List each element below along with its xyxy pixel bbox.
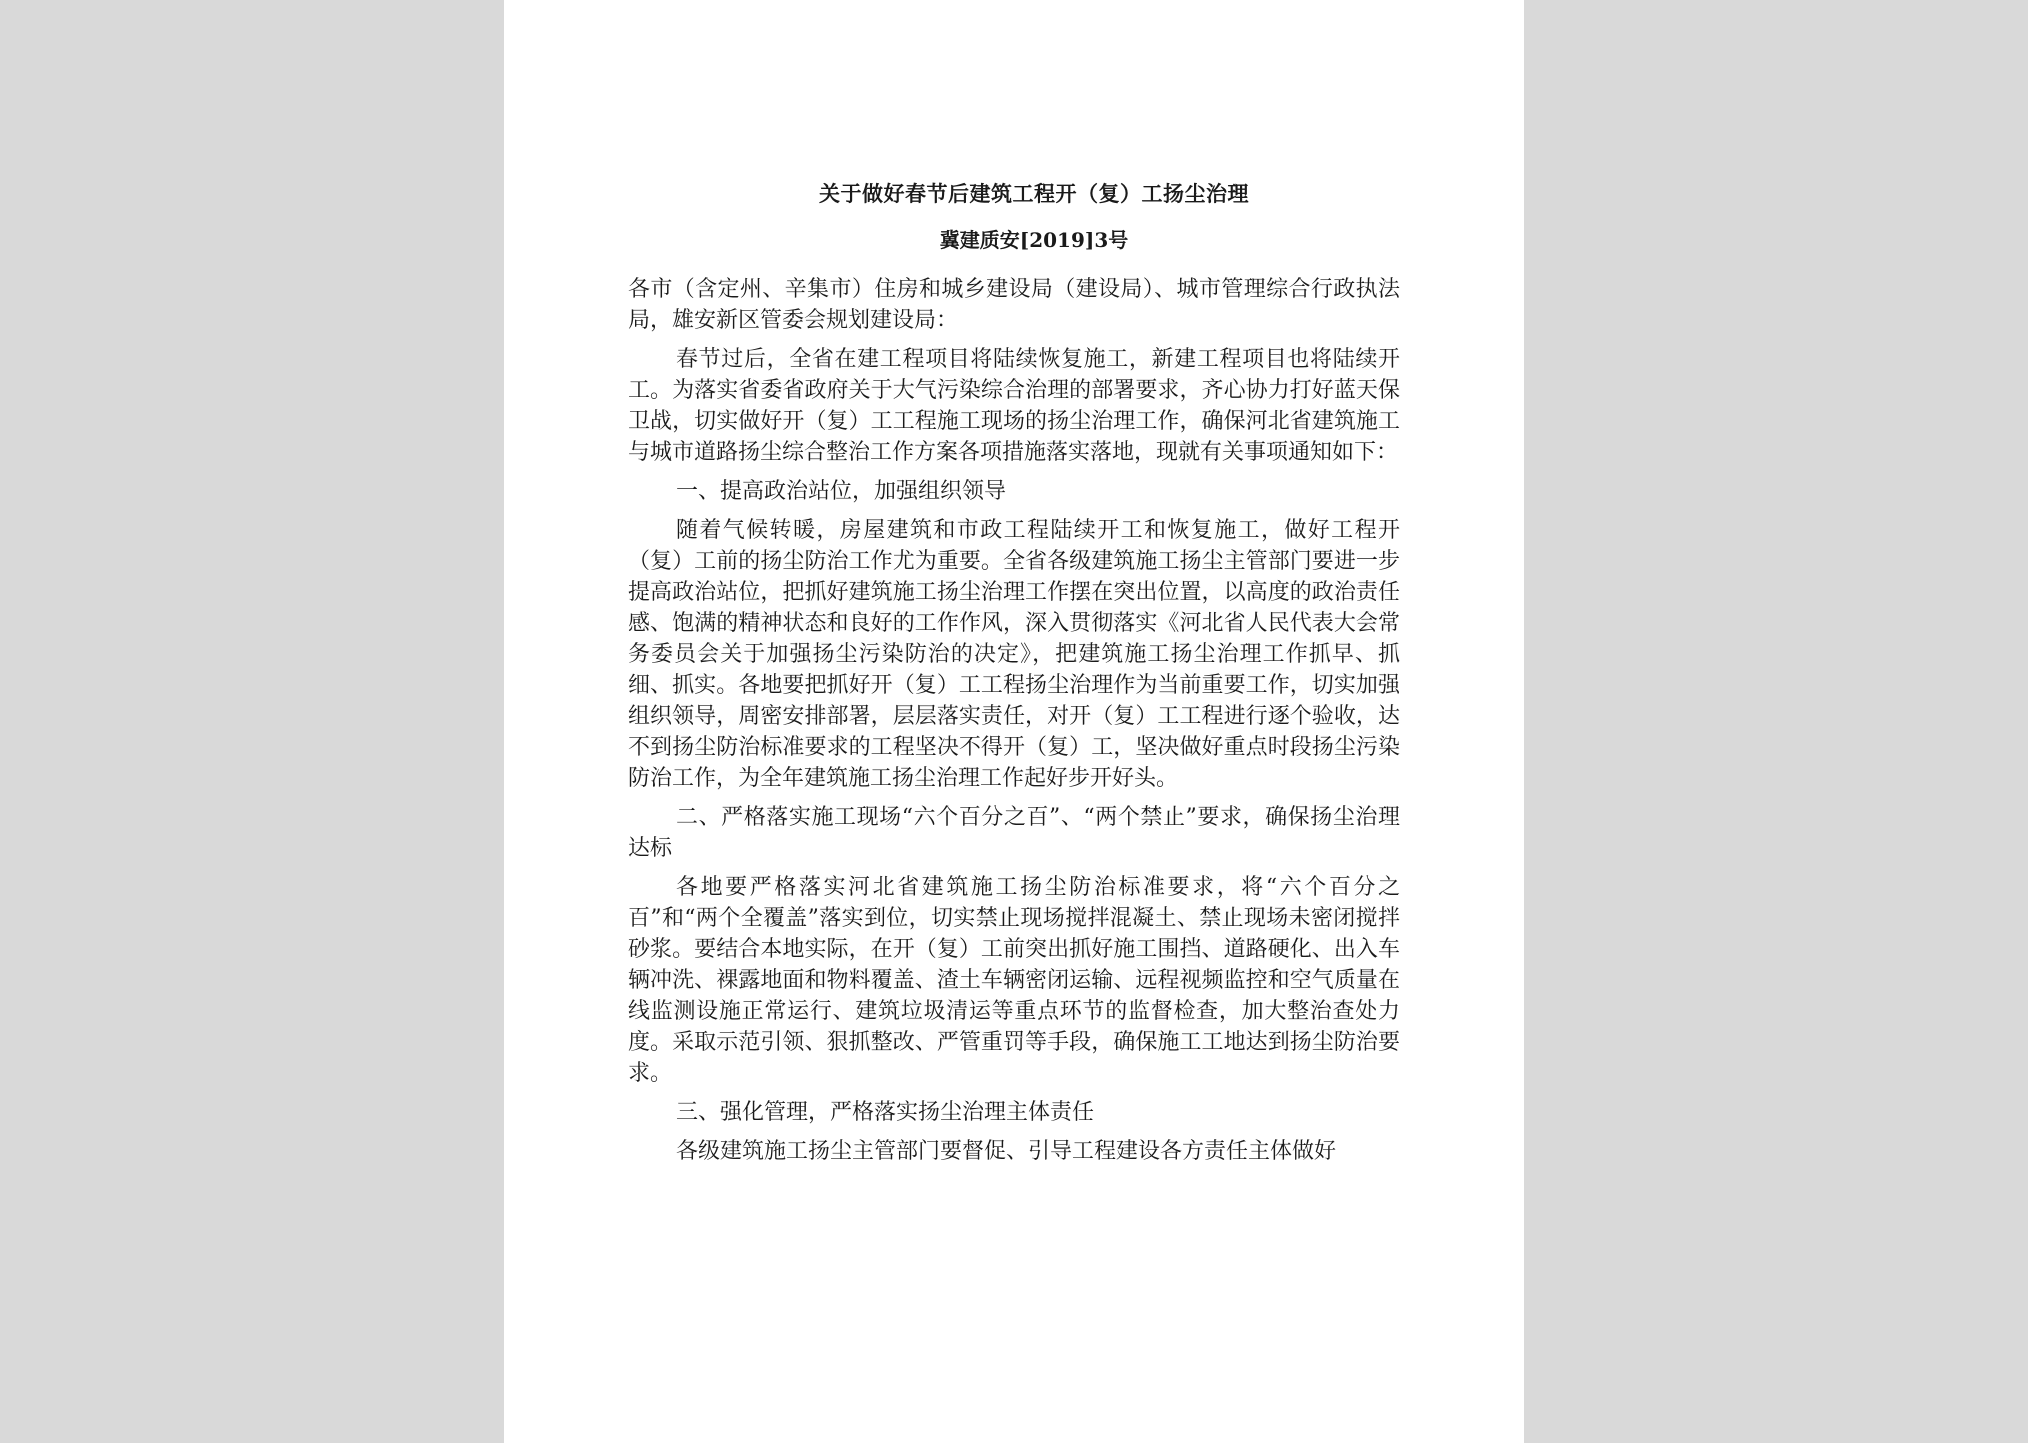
page-content <box>628 178 1400 1175</box>
addressee-paragraph: 各市（含定州、辛集市）住房和城乡建设局（建设局）、城市管理综合行政执法局，雄安新区管委会规划建设局： <box>628 277 1400 333</box>
section-2-body: 各地要严格落实河北省建筑施工扬尘防治标准要求，将“六个百分之百”和“两个全覆盖”落实到位，切实禁止现场搅拌混凝土、禁止现场未密闭搅拌砂浆。要结合本地实际，在开（复）工前突出抓好施工围挡、道路硬化、出入车辆冲洗、裸露地面和物料覆盖、渣土车辆密闭运输、远程视频监控和空气质量在线监测设施正常运行、建筑垃圾清运等重点环节的监督检查，加大整治查处力度。采取示范引领、狠抓整改、严管重罚等手段，确保施工工地达到扬尘防治要求。 <box>628 875 1400 1086</box>
section-3-heading: 三、强化管理，严格落实扬尘治理主体责任 <box>676 1100 1095 1125</box>
document-page <box>504 0 1524 1443</box>
intro-paragraph: 春节过后，全省在建工程项目将陆续恢复施工，新建工程项目也将陆续开工。为落实省委省政府关于大气污染综合治理的部署要求，齐心协力打好蓝天保卫战，切实做好开（复）工工程施工现场的扬尘治理工作，确保河北省建筑施工与城市道路扬尘综合整治工作方案各项措施落实落地，现就有关事项通知如下： <box>628 347 1400 465</box>
document-title: 关于做好春节后建筑工程开（复）工扬尘治理 <box>819 181 1249 206</box>
document-number: 冀建质安[2019]3号 <box>939 228 1129 252</box>
section-1-heading: 一、提高政治站位，加强组织领导 <box>676 479 1007 504</box>
section-1-body: 随着气候转暖，房屋建筑和市政工程陆续开工和恢复施工，做好工程开（复）工前的扬尘防治工作尤为重要。全省各级建筑施工扬尘主管部门要进一步提高政治站位，把抓好建筑施工扬尘治理工作摆在突出位置，以高度的政治责任感、饱满的精神状态和良好的工作作风，深入贯彻落实《河北省人民代表大会常务委员会关于加强扬尘污染防治的决定》，把建筑施工扬尘治理工作抓早、抓细、抓实。各地要把抓好开（复）工工程扬尘治理作为当前重要工作，切实加强组织领导，周密安排部署，层层落实责任，对开（复）工工程进行逐个验收，达不到扬尘防治标准要求的工程坚决不得开（复）工，坚决做好重点时段扬尘污染防治工作，为全年建筑施工扬尘治理工作起好步开好头。 <box>628 518 1400 791</box>
section-3-body: 各级建筑施工扬尘主管部门要督促、引导工程建设各方责任主体做好 <box>676 1139 1337 1164</box>
section-2-heading: 二、严格落实施工现场“六个百分之百”、“两个禁止”要求，确保扬尘治理达标 <box>628 805 1400 861</box>
